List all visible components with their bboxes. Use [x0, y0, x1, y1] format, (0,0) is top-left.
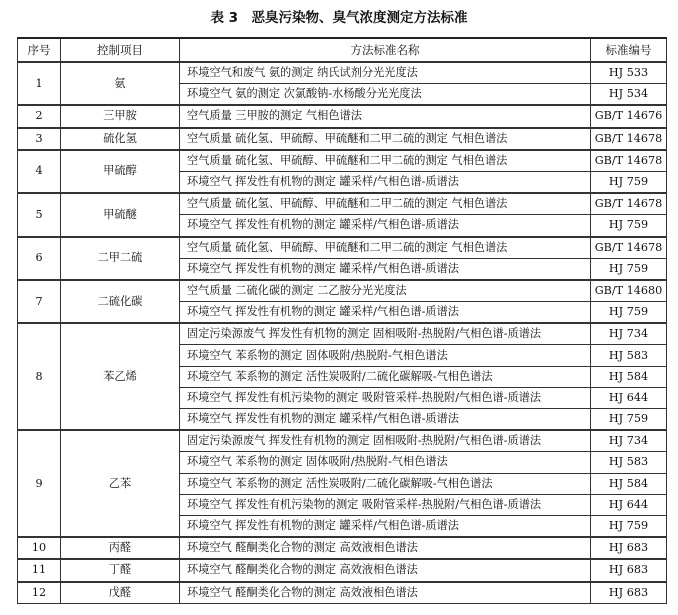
method-name: 空气质量 硫化氢、甲硫醇、甲硫醚和二甲二硫的测定 气相色谱法	[180, 237, 591, 259]
standard-code: HJ 759	[591, 515, 667, 537]
table-row	[18, 323, 667, 345]
table-row	[18, 430, 667, 452]
row-number: 8	[18, 323, 61, 430]
control-item: 甲硫醇	[61, 150, 180, 193]
row-number: 5	[18, 193, 61, 236]
table-row	[18, 62, 667, 84]
control-item: 丙醛	[61, 537, 180, 559]
standard-code: HJ 759	[591, 215, 667, 237]
standard-code: HJ 584	[591, 473, 667, 494]
standard-code: GB/T 14676	[591, 105, 667, 127]
method-name: 固定污染源废气 挥发性有机物的测定 固相吸附-热脱附/气相色谱-质谱法	[180, 430, 591, 452]
table-row	[18, 237, 667, 259]
method-name: 环境空气 挥发性有机物的测定 罐采样/气相色谱-质谱法	[180, 258, 591, 280]
method-name: 环境空气和废气 氨的测定 纳氏试剂分光光度法	[180, 62, 591, 84]
row-number: 4	[18, 150, 61, 193]
table-row	[18, 150, 667, 172]
control-item: 甲硫醚	[61, 193, 180, 236]
method-name: 环境空气 氨的测定 次氯酸钠-水杨酸分光光度法	[180, 84, 591, 106]
table-title: 表 3 恶臭污染物、臭气浓度测定方法标准	[210, 10, 468, 26]
method-name: 环境空气 醛酮类化合物的测定 高效液相色谱法	[180, 559, 591, 581]
standard-code: HJ 533	[591, 62, 667, 84]
table-row	[18, 280, 667, 302]
method-name: 空气质量 三甲胺的测定 气相色谱法	[180, 105, 591, 127]
row-number: 6	[18, 237, 61, 280]
method-name: 固定污染源废气 挥发性有机物的测定 固相吸附-热脱附/气相色谱-质谱法	[180, 323, 591, 345]
method-name: 环境空气 醛酮类化合物的测定 高效液相色谱法	[180, 582, 591, 604]
row-number: 9	[18, 430, 61, 537]
method-name: 环境空气 苯系物的测定 活性炭吸附/二硫化碳解吸-气相色谱法	[180, 473, 591, 494]
row-number: 10	[18, 537, 61, 559]
header-no: 序号	[18, 38, 61, 62]
standard-code: GB/T 14678	[591, 193, 667, 215]
standard-code: GB/T 14680	[591, 280, 667, 302]
control-item: 二硫化碳	[61, 280, 180, 323]
row-number: 12	[18, 582, 61, 604]
header-code: 标准编号	[591, 38, 667, 62]
control-item: 硫化氢	[61, 128, 180, 150]
standard-code: HJ 644	[591, 387, 667, 408]
standard-code: HJ 644	[591, 494, 667, 515]
standard-code: GB/T 14678	[591, 237, 667, 259]
standard-code: HJ 534	[591, 84, 667, 106]
standard-code: HJ 734	[591, 430, 667, 452]
method-name: 环境空气 苯系物的测定 固体吸附/热脱附-气相色谱法	[180, 452, 591, 473]
table-row	[18, 128, 667, 150]
standard-code: HJ 584	[591, 366, 667, 387]
standard-code: HJ 683	[591, 537, 667, 559]
method-name: 环境空气 挥发性有机物的测定 罐采样/气相色谱-质谱法	[180, 409, 591, 431]
row-number: 7	[18, 280, 61, 323]
method-name: 环境空气 挥发性有机污染物的测定 吸附管采样-热脱附/气相色谱-质谱法	[180, 494, 591, 515]
method-name: 环境空气 挥发性有机物的测定 罐采样/气相色谱-质谱法	[180, 302, 591, 324]
method-name: 环境空气 挥发性有机污染物的测定 吸附管采样-热脱附/气相色谱-质谱法	[180, 387, 591, 408]
row-number: 2	[18, 105, 61, 127]
table-row	[18, 559, 667, 581]
table-row	[18, 537, 667, 559]
header-item: 控制项目	[61, 38, 180, 62]
control-item: 三甲胺	[61, 105, 180, 127]
header-method: 方法标准名称	[180, 38, 591, 62]
method-name: 环境空气 苯系物的测定 活性炭吸附/二硫化碳解吸-气相色谱法	[180, 366, 591, 387]
standard-code: HJ 583	[591, 345, 667, 366]
standard-code: HJ 759	[591, 409, 667, 431]
standard-code: HJ 683	[591, 582, 667, 604]
control-item: 丁醛	[61, 559, 180, 581]
standard-code: GB/T 14678	[591, 150, 667, 172]
method-name: 环境空气 挥发性有机物的测定 罐采样/气相色谱-质谱法	[180, 171, 591, 193]
standard-code: HJ 759	[591, 302, 667, 324]
row-number: 11	[18, 559, 61, 581]
method-name: 环境空气 挥发性有机物的测定 罐采样/气相色谱-质谱法	[180, 215, 591, 237]
method-name: 空气质量 二硫化碳的测定 二乙胺分光光度法	[180, 280, 591, 302]
method-name: 空气质量 硫化氢、甲硫醇、甲硫醚和二甲二硫的测定 气相色谱法	[180, 128, 591, 150]
standards-table	[17, 37, 667, 604]
method-name: 环境空气 醛酮类化合物的测定 高效液相色谱法	[180, 537, 591, 559]
row-number: 1	[18, 62, 61, 105]
table-row	[18, 105, 667, 127]
table-body	[18, 62, 667, 603]
control-item: 苯乙烯	[61, 323, 180, 430]
method-name: 环境空气 苯系物的测定 固体吸附/热脱附-气相色谱法	[180, 345, 591, 366]
standard-code: HJ 759	[591, 171, 667, 193]
standard-code: HJ 683	[591, 559, 667, 581]
control-item: 乙苯	[61, 430, 180, 537]
table-row	[18, 582, 667, 604]
control-item: 戊醛	[61, 582, 180, 604]
method-name: 环境空气 挥发性有机物的测定 罐采样/气相色谱-质谱法	[180, 515, 591, 537]
row-number: 3	[18, 128, 61, 150]
control-item: 二甲二硫	[61, 237, 180, 280]
standard-code: HJ 583	[591, 452, 667, 473]
method-name: 空气质量 硫化氢、甲硫醇、甲硫醚和二甲二硫的测定 气相色谱法	[180, 150, 591, 172]
control-item: 氨	[61, 62, 180, 105]
method-name: 空气质量 硫化氢、甲硫醇、甲硫醚和二甲二硫的测定 气相色谱法	[180, 193, 591, 215]
table-row	[18, 193, 667, 215]
table-header-row	[18, 38, 667, 62]
standard-code: HJ 759	[591, 258, 667, 280]
standard-code: GB/T 14678	[591, 128, 667, 150]
standard-code: HJ 734	[591, 323, 667, 345]
